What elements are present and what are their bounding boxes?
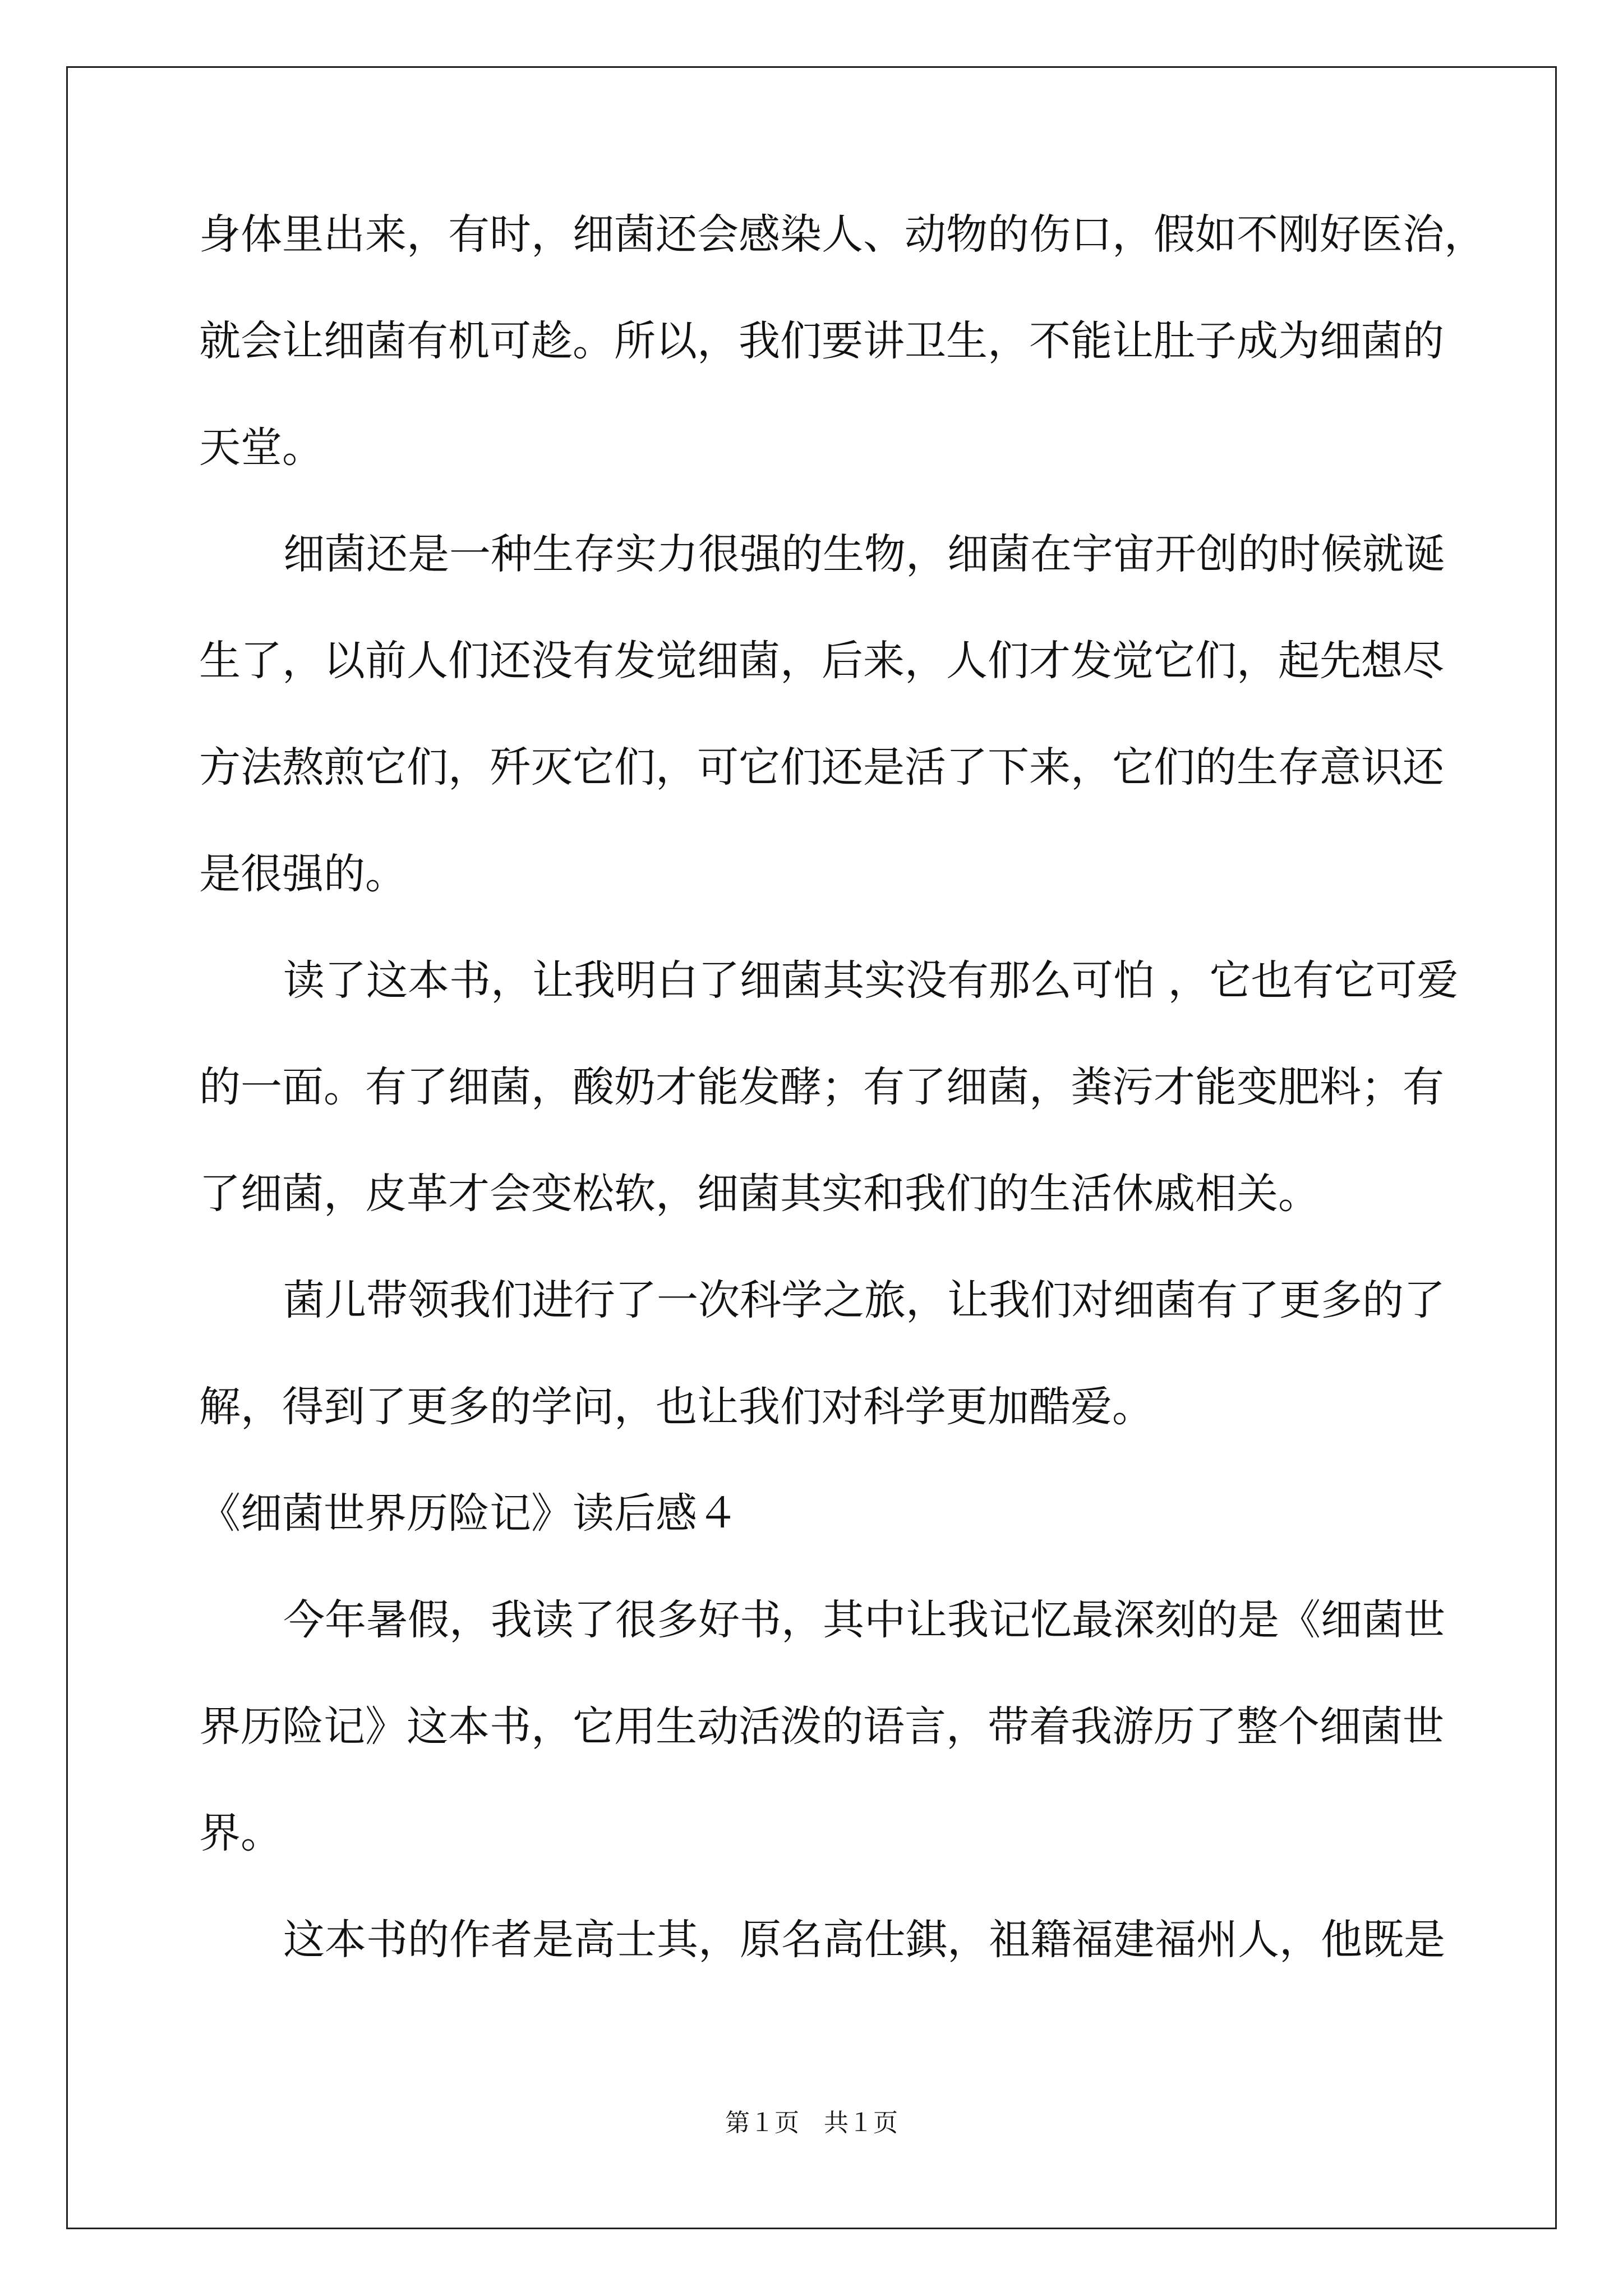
text-line: 的一面。有了细菌，酸奶才能发酵；有了细菌，粪污才能变肥料；有 bbox=[199, 1063, 1444, 1111]
text-line: 就会让细菌有机可趁。所以，我们要讲卫生，不能让肚子成为细菌的 bbox=[199, 317, 1444, 365]
paragraph-start-line: 菌儿带领我们进行了一次科学之旅，让我们对细菌有了更多的了 bbox=[283, 1276, 1445, 1324]
text-line: 界历险记》这本书，它用生动活泼的语言，带着我游历了整个细菌世 bbox=[199, 1703, 1444, 1751]
text-line: 天堂。 bbox=[199, 424, 324, 472]
paragraph-start-line: 细菌还是一种生存实力很强的生物，细菌在宇宙开创的时候就诞 bbox=[283, 530, 1445, 578]
page-footer: 第１页 共１页 bbox=[725, 2109, 898, 2137]
text-line: 方法熬煎它们，歼灭它们，可它们还是活了下来，它们的生存意识还 bbox=[199, 743, 1444, 792]
text-line: 界。 bbox=[199, 1809, 282, 1857]
paragraph-start-line: 今年暑假，我读了很多好书，其中让我记忆最深刻的是《细菌世 bbox=[283, 1596, 1445, 1644]
text-line: 解，得到了更多的学问，也让我们对科学更加酷爱。 bbox=[199, 1383, 1154, 1431]
text-line: 是很强的。 bbox=[199, 850, 407, 898]
text-line: 身体里出来，有时，细菌还会感染人、动物的伤口，假如不刚好医治， bbox=[199, 210, 1486, 259]
paragraph-start-line: 这本书的作者是高士其，原名高仕錤，祖籍福建福州人，他既是 bbox=[283, 1916, 1445, 1964]
text-line: 了细菌，皮革才会变松软，细菌其实和我们的生活休戚相关。 bbox=[199, 1170, 1320, 1218]
page-border bbox=[66, 66, 1557, 2229]
section-heading: 《细菌世界历险记》读后感４ bbox=[199, 1489, 739, 1538]
text-line: 生了，以前人们还没有发觉细菌，后来，人们才发觉它们，起先想尽 bbox=[199, 637, 1444, 685]
paragraph-start-line: 读了这本书，让我明白了细菌其实没有那么可怕 ，它也有它可爱 bbox=[283, 956, 1459, 1005]
